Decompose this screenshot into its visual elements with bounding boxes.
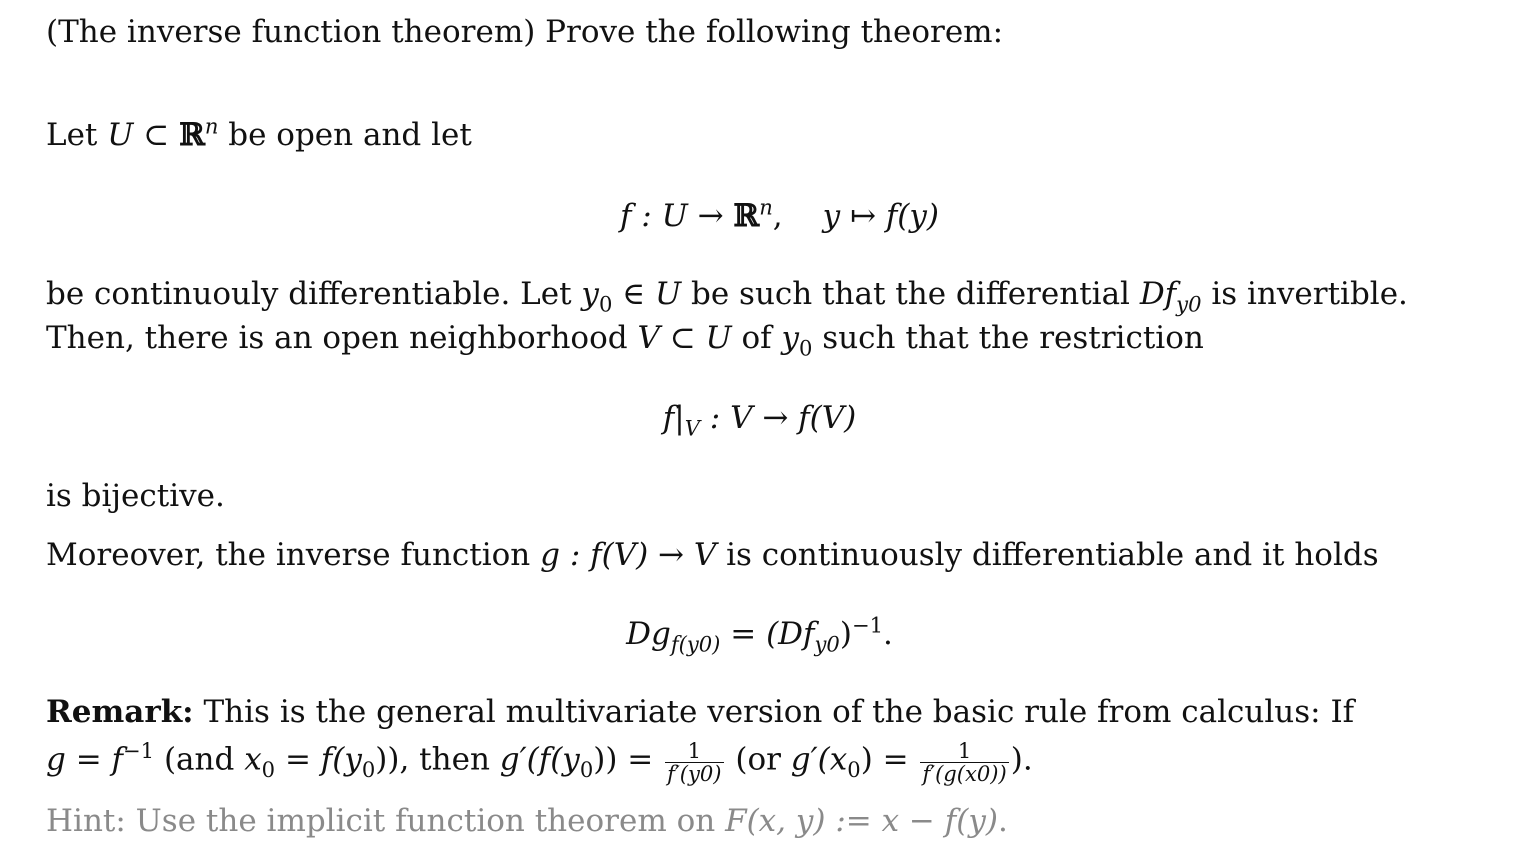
paragraph-neighborhood: Then, there is an open neighborhood V ⊂ U of $y_0$ such that the restriction [46,320,1204,361]
paragraph-let-U: Let U ⊂ ℝ$^n$ be open and let [46,113,472,153]
paragraph-moreover: Moreover, the inverse function g : f(V) → V is continuously differentiable and it holds [46,537,1379,573]
fraction-one-over-fprime-y0: $\frac{1}{f'(y0)}$ [667,738,722,787]
remark-label: Remark: [46,694,194,730]
remark-line-1: Remark: This is the general multivariate version of the basic rule from calculus: If [46,694,1355,730]
remark-line-2: $g = f^{-1}$ (and $x_0 = f(y_0)$), then $g'(f(y_0))$ = $\frac{1}{f'(y0)}$ (or $g'(x_0)$ = $\frac{1}{f'(g(x0))}$ ). [46,737,1033,787]
equation-inverse-derivative: $Dg_{f(y0)} = (Df_{y0})^{-1}$. [626,612,893,657]
equation-restriction: $f|_V$ : V → f(V) [662,400,857,441]
paragraph-bijective: is bijective. [46,478,225,514]
equation-map-definition: f : U → ℝ$^n$, y ↦ f(y) [619,194,939,234]
problem-title: (The inverse function theorem) Prove the following theorem: [46,14,1004,50]
paragraph-differentiable: be continuouly differentiable. Let $y_0$ ∈ U be such that the differential $Df_{y0}$ is invertible. [46,276,1408,317]
hint-line: Hint: Use the implicit function theorem on F(x, y) := x − f(y). [46,803,1008,839]
fraction-one-over-fprime-g-x0: $\frac{1}{f'(g(x0))}$ [922,738,1007,787]
